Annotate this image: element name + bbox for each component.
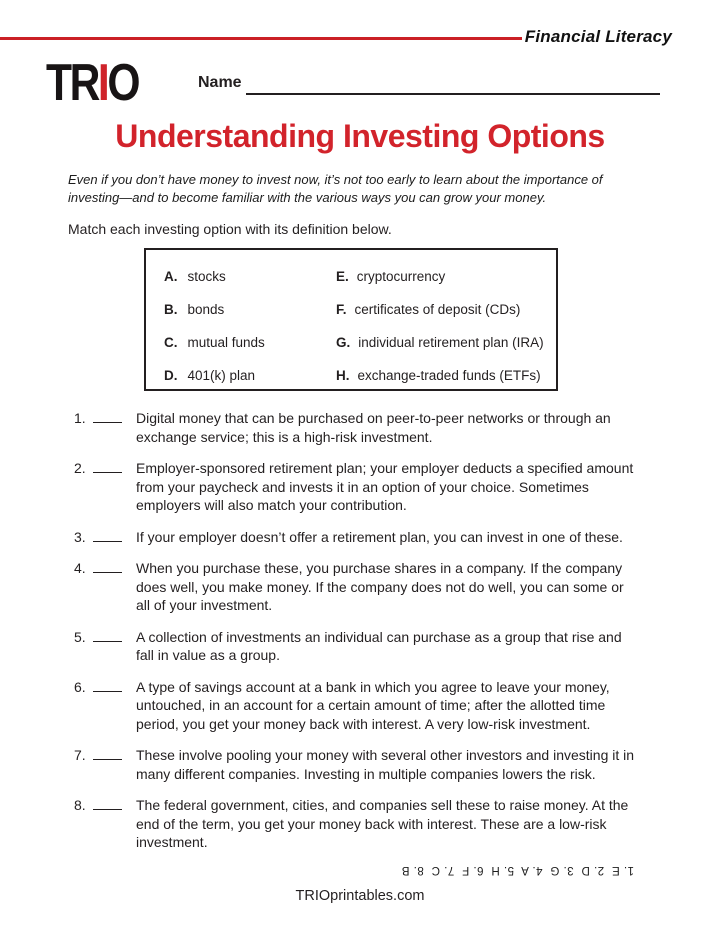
logo-black-left: TR	[46, 54, 98, 112]
logo-red-letter: I	[97, 54, 108, 112]
option-f	[336, 302, 556, 317]
option-label: individual retirement plan (IRA)	[358, 335, 544, 350]
question-text: Employer-sponsored retirement plan; your employer deducts a specified amount from your paycheck and invests it in an option of your choice. Sometimes employers will also match your contribution.	[136, 460, 634, 513]
page-title: Understanding Investing Options	[115, 118, 605, 154]
footer-website: TRIOprintables.com	[295, 888, 425, 904]
option-b	[164, 302, 336, 317]
answer-blank[interactable]	[93, 746, 122, 760]
question-text: When you purchase these, you purchase shares in a company. If the company does well, you make money. If the company does not do well, you can some or all of your investment.	[136, 560, 624, 613]
question-text: If your employer doesn’t offer a retirement plan, you can invest in one of these.	[136, 528, 623, 545]
option-letter: H.	[336, 368, 350, 383]
option-e	[336, 269, 556, 284]
logo-black-right: O	[107, 54, 139, 112]
answer-blank[interactable]	[93, 796, 122, 810]
question-number: 4.	[74, 560, 86, 576]
trio-logo	[46, 53, 138, 113]
question-text: Digital money that can be purchased on peer-to-peer networks or through an exchange service; this is a high-risk investment.	[136, 410, 611, 445]
option-label: stocks	[187, 269, 226, 284]
option-a	[164, 269, 336, 284]
option-h	[336, 368, 556, 383]
instructions-text: Match each investing option with its definition below.	[68, 221, 392, 237]
option-letter: A.	[164, 269, 178, 284]
question-number: 7.	[74, 747, 86, 763]
options-box	[144, 248, 558, 391]
question-text: A type of savings account at a bank in which you agree to leave your money, untouched, in an account for a certain amount of time; after the allotted time period, you get your money back with interest. A very low-risk investment.	[136, 678, 610, 732]
option-label: certificates of deposit (CDs)	[354, 302, 521, 317]
name-blank-line[interactable]	[246, 93, 660, 95]
category-label: Financial Literacy	[524, 27, 672, 46]
question-item-1	[74, 409, 636, 446]
question-text: These involve pooling your money with several other investors and investing it in many different companies. Investing in multiple companies lowers the risk.	[136, 747, 635, 782]
option-letter: B.	[164, 302, 178, 317]
question-number: 2.	[74, 460, 86, 476]
question-item-7	[74, 746, 636, 783]
header-divider-line	[0, 37, 522, 40]
answer-blank[interactable]	[93, 559, 122, 573]
option-letter: G.	[336, 335, 351, 350]
question-text: A collection of investments an individual can purchase as a group that rise and fall in value as a group.	[136, 628, 622, 663]
option-letter: D.	[164, 368, 178, 383]
option-d	[164, 368, 336, 383]
option-label: 401(k) plan	[187, 368, 256, 383]
name-label: Name	[198, 74, 242, 91]
option-letter: E.	[336, 269, 349, 284]
option-label: mutual funds	[187, 335, 265, 350]
question-item-2	[74, 459, 636, 515]
option-label: bonds	[187, 302, 225, 317]
answer-key-upside-down: 1. E 2. D 3. G 4. A 5. H 6. F 7. C 8. B	[401, 864, 634, 876]
answer-blank[interactable]	[93, 459, 122, 473]
answer-blank[interactable]	[93, 678, 122, 692]
answer-blank[interactable]	[93, 528, 122, 542]
option-label: cryptocurrency	[356, 269, 446, 284]
answer-blank[interactable]	[93, 628, 122, 642]
option-c	[164, 335, 336, 350]
option-letter: F.	[336, 302, 347, 317]
questions-list	[74, 409, 636, 865]
question-number: 1.	[74, 410, 86, 426]
question-number: 8.	[74, 797, 86, 813]
question-number: 5.	[74, 628, 86, 645]
question-text: The federal government, cities, and companies sell these to raise money. At the end of the term, you get your money back with interest. These are a low-risk investment.	[136, 797, 629, 850]
question-item-8	[74, 796, 636, 852]
question-item-6	[74, 678, 636, 734]
question-number: 6.	[74, 678, 86, 695]
answer-blank[interactable]	[93, 409, 122, 423]
question-number: 3.	[74, 528, 86, 545]
option-label: exchange-traded funds (ETFs)	[357, 368, 541, 383]
question-item-5	[74, 628, 636, 665]
option-letter: C.	[164, 335, 178, 350]
question-item-3	[74, 528, 636, 547]
question-item-4	[74, 559, 636, 615]
option-g	[336, 335, 556, 350]
intro-paragraph: Even if you don’t have money to invest now, it’s not too early to learn about the importance of investing—and to become familiar with the various ways you can grow your money.	[68, 172, 603, 205]
